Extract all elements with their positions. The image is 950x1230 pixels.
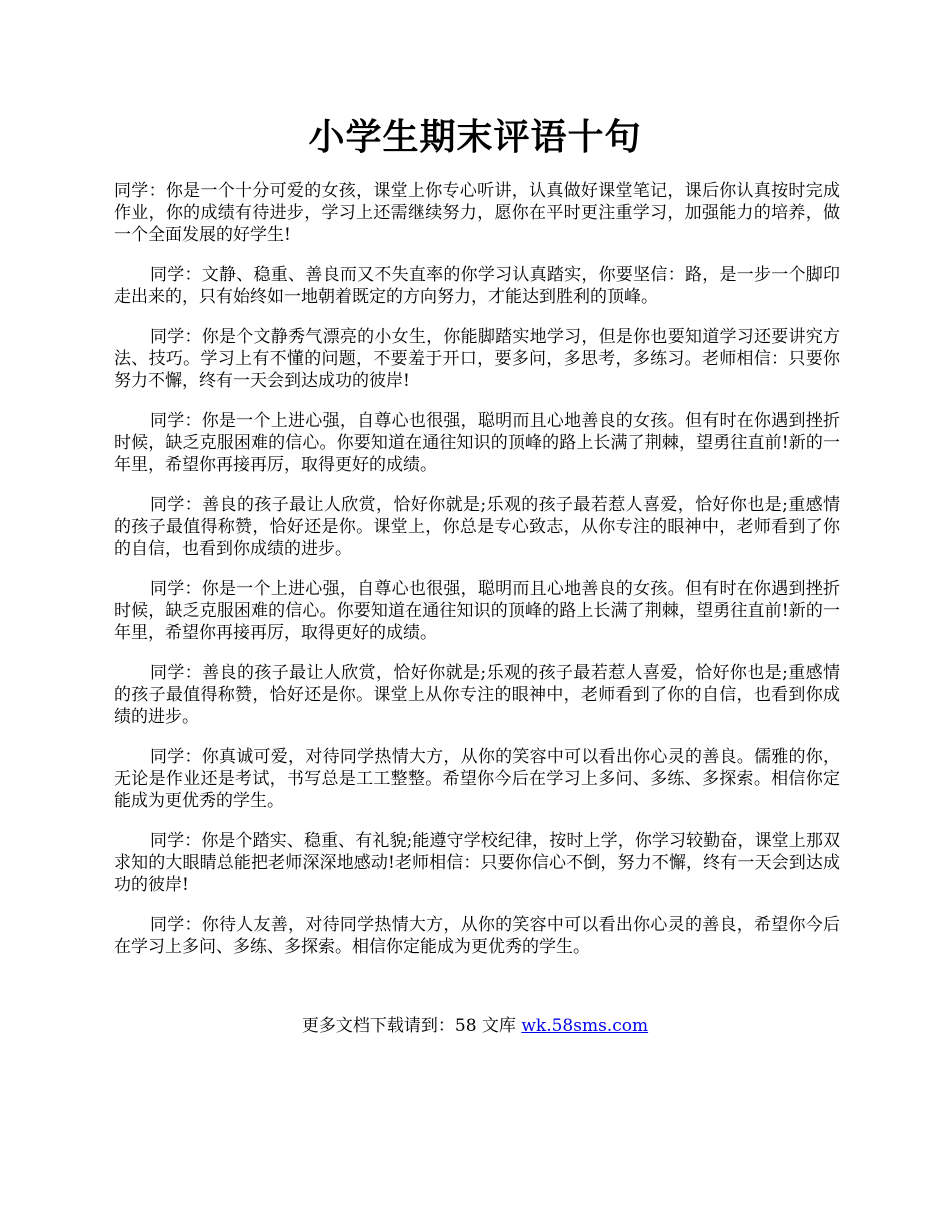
document-body bbox=[114, 180, 840, 976]
paragraph-3: 同学：你是个文静秀气漂亮的小女生，你能脚踏实地学习，但是你也要知道学习还要讲究方法、技巧。学习上有不懂的问题，不要羞于开口，要多问，多思考，多练习。老师相信：只要你努力不懈，终有一天会到达成功的彼岸! bbox=[114, 327, 840, 391]
paragraph-4: 同学：你是一个上进心强，自尊心也很强，聪明而且心地善良的女孩。但有时在你遇到挫折时候，缺乏克服困难的信心。你要知道在通往知识的顶峰的路上长满了荆棘，望勇往直前!新的一年里，希望你再接再厉，取得更好的成绩。 bbox=[114, 411, 840, 475]
paragraph-8: 同学：你真诚可爱，对待同学热情大方，从你的笑容中可以看出你心灵的善良。儒雅的你，无论是作业还是考试，书写总是工工整整。希望你今后在学习上多问、多练、多探索。相信你定能成为更优秀的学生。 bbox=[114, 747, 840, 811]
paragraph-10: 同学：你待人友善，对待同学热情大方，从你的笑容中可以看出你心灵的善良，希望你今后在学习上多问、多练、多探索。相信你定能成为更优秀的学生。 bbox=[114, 915, 840, 957]
paragraph-5: 同学：善良的孩子最让人欣赏，恰好你就是;乐观的孩子最若惹人喜爱，恰好你也是;重感情的孩子最值得称赞，恰好还是你。课堂上，你总是专心致志，从你专注的眼神中，老师看到了你的自信，也看到你成绩的进步。 bbox=[114, 495, 840, 559]
paragraph-9: 同学：你是个踏实、稳重、有礼貌;能遵守学校纪律，按时上学，你学习较勤奋，课堂上那双求知的大眼睛总能把老师深深地感动!老师相信：只要你信心不倒，努力不懈，终有一天会到达成功的彼岸! bbox=[114, 831, 840, 895]
paragraph-1: 同学：你是一个十分可爱的女孩，课堂上你专心听讲，认真做好课堂笔记，课后你认真按时完成作业，你的成绩有待进步，学习上还需继续努力，愿你在平时更注重学习，加强能力的培养，做一个全面发展的好学生! bbox=[114, 181, 840, 245]
footer-download-note bbox=[0, 1014, 950, 1038]
paragraph-2: 同学：文静、稳重、善良而又不失直率的你学习认真踏实，你要坚信：路，是一步一个脚印走出来的，只有始终如一地朝着既定的方向努力，才能达到胜利的顶峰。 bbox=[114, 265, 840, 307]
paragraph-6: 同学：你是一个上进心强，自尊心也很强，聪明而且心地善良的女孩。但有时在你遇到挫折时候，缺乏克服困难的信心。你要知道在通往知识的顶峰的路上长满了荆棘，望勇往直前!新的一年里，希望你再接再厉，取得更好的成绩。 bbox=[114, 579, 840, 643]
footer-download-link[interactable]: wk.58sms.com bbox=[521, 1016, 649, 1036]
paragraph-7: 同学：善良的孩子最让人欣赏，恰好你就是;乐观的孩子最若惹人喜爱，恰好你也是;重感情的孩子最值得称赞，恰好还是你。课堂上从你专注的眼神中，老师看到了你的自信，也看到你成绩的进步。 bbox=[114, 663, 840, 727]
footer-prefix-text: 更多文档下载请到：58 文库 bbox=[301, 1016, 522, 1036]
page-title: 小学生期末评语十句 bbox=[308, 116, 642, 158]
